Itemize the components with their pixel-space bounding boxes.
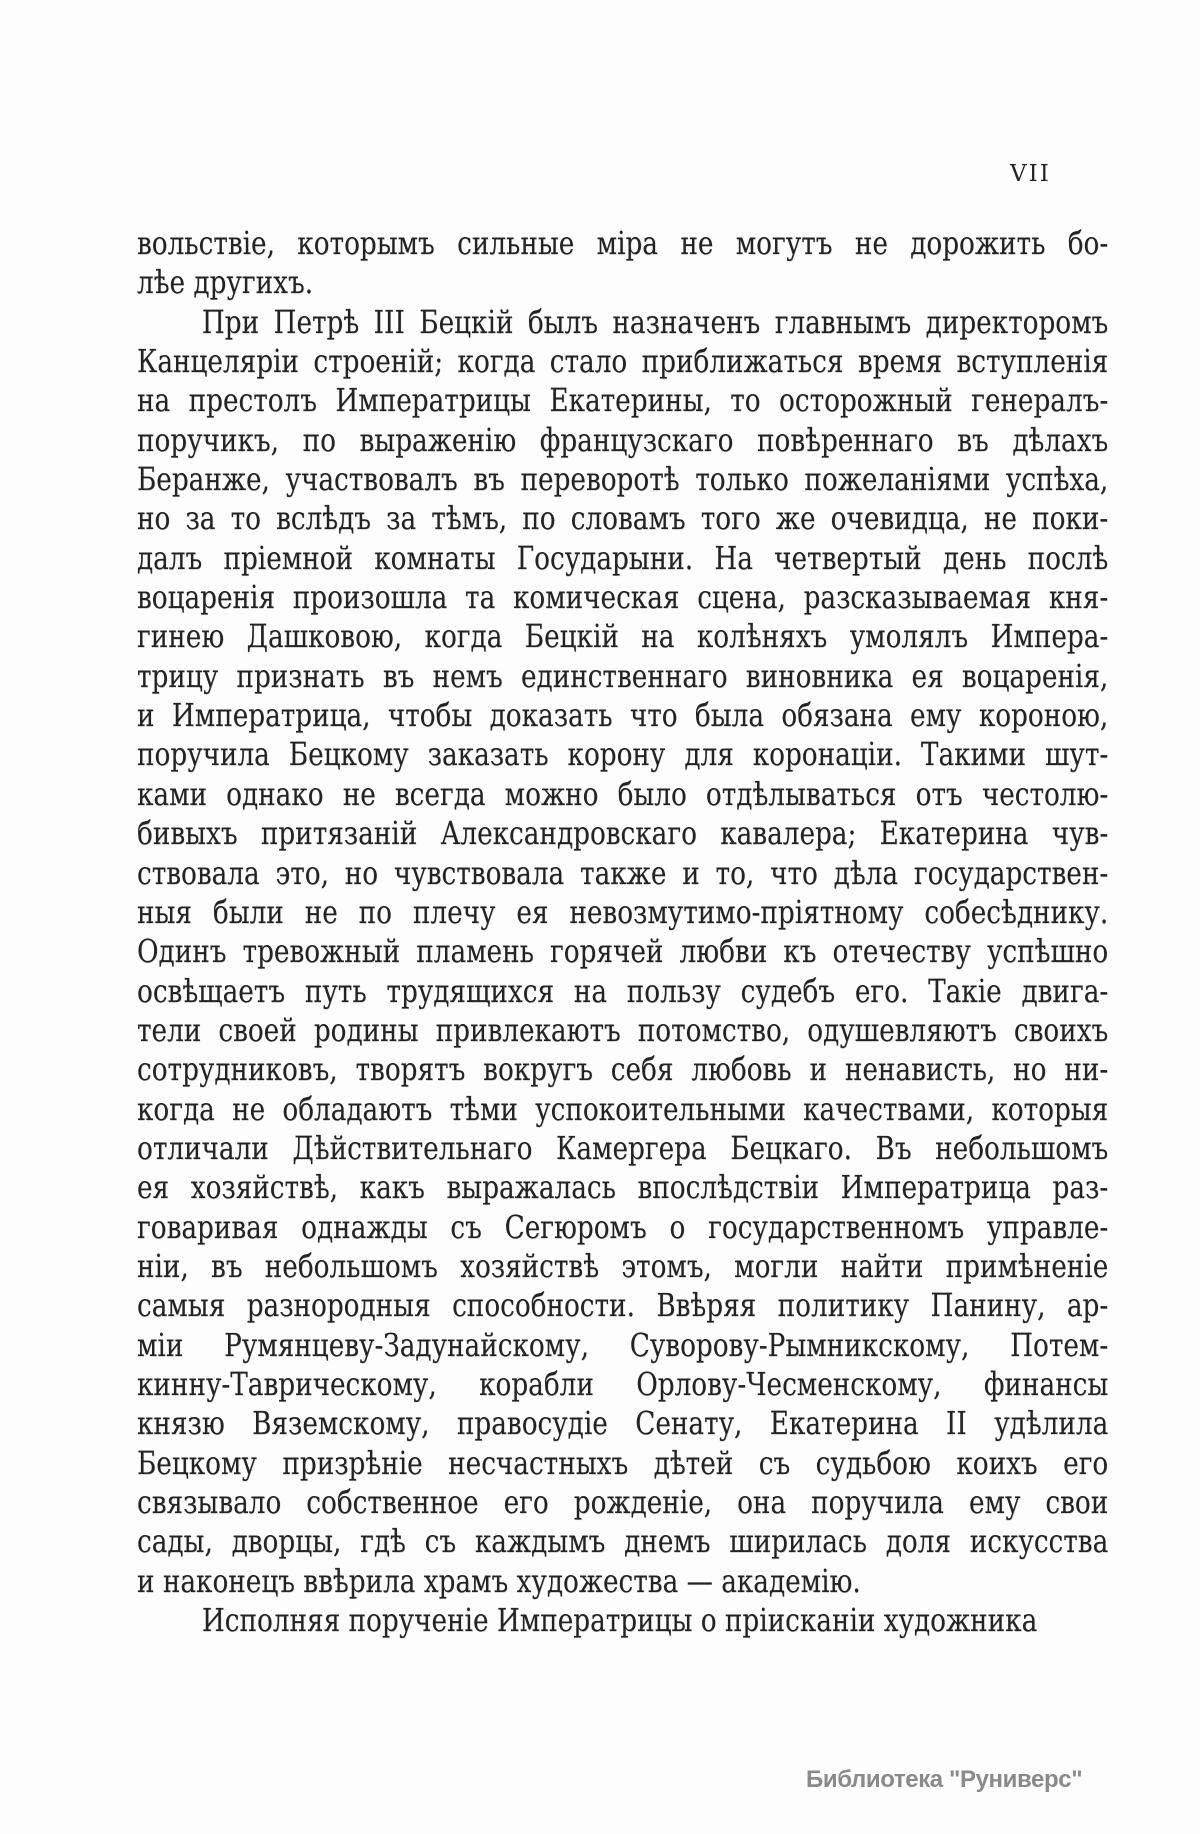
text-line: сады, дворцы, гдѣ съ каждымъ днемъ ширилась доля искусства (137, 1522, 1109, 1561)
text-block (137, 224, 1108, 1640)
text-line: Канцеляріи строеній; когда стало приближаться время вступленія (137, 342, 1109, 381)
text-line: Исполняя порученіе Императрицы о пріисканіи художника (201, 1601, 1038, 1640)
text-line: ками однако не всегда можно было отдѣлываться отъ честолю- (137, 774, 1109, 813)
page-number: VII (1010, 161, 1051, 187)
text-line: лѣе другихъ. (137, 263, 314, 302)
text-line: ныя были не по плечу ея невозмутимо-пріятному собесѣднику. (137, 892, 1109, 931)
text-line: на престолъ Императрицы Екатерины, то осторожный генералъ- (137, 381, 1109, 420)
text-line: ея хозяйствѣ, какъ выражалась впослѣдствіи Императрица раз- (137, 1168, 1109, 1207)
text-line: и Императрица, чтобы доказать что была обязана ему короною, (137, 696, 1109, 735)
text-line: связывало собственное его рожденіе, она поручила ему свои (137, 1483, 1109, 1521)
text-line: самыя разнородныя способности. Ввѣряя политику Панину, ар- (137, 1286, 1109, 1325)
text-line: тели своей родины привлекаютъ потомство, одушевляютъ своихъ (137, 1010, 1109, 1049)
text-line: бивыхъ притязаній Александровскаго кавалера; Екатерина чув- (137, 814, 1109, 853)
text-line: освѣщаетъ путь трудящихся на пользу судебъ его. Такіе двига- (137, 971, 1109, 1010)
text-line: Одинъ тревожный пламень горячей любви къ отечеству успѣшно (137, 932, 1109, 971)
text-line: трицу признать въ немъ единственнаго виновника ея воцаренія, (137, 656, 1109, 695)
text-line: поручикъ, по выраженію французскаго повѣреннаго въ дѣлахъ (137, 420, 1109, 459)
text-line: воцаренія произошла та комическая сцена, разсказываемая кня- (137, 578, 1109, 617)
library-watermark: Библиотека "Руниверс" (806, 1766, 1083, 1793)
text-line: и наконецъ ввѣрила храмъ художества — академію. (137, 1561, 861, 1600)
text-line: поручила Бецкому заказать корону для коронаціи. Такими шут- (137, 735, 1109, 774)
text-line: Бецкому призрѣніе несчастныхъ дѣтей съ судьбою коихъ его (137, 1443, 1109, 1482)
text-line: когда не обладаютъ тѣми успокоительными качествами, которыя (137, 1089, 1109, 1128)
text-line: вольствіе, которымъ сильные міра не могутъ не дорожить бо- (137, 224, 1109, 262)
text-line: говаривая однажды съ Сегюромъ о государственномъ управле- (137, 1207, 1109, 1246)
paragraph (137, 224, 1108, 303)
text-line: сотрудниковъ, творятъ вокругъ себя любовь и ненависть, но ни- (137, 1050, 1109, 1089)
text-line: міи Румянцеву-Задунайскому, Суворову-Рымникскому, Потем- (137, 1325, 1109, 1364)
text-line: При Петрѣ III Бецкій былъ назначенъ главнымъ директоромъ (201, 302, 1109, 341)
text-line: но за то вслѣдъ за тѣмъ, по словамъ того же очевидца, не поки- (137, 499, 1109, 538)
text-line: далъ пріемной комнаты Государыни. На четвертый день послѣ (137, 538, 1109, 577)
text-line: ніи, въ небольшомъ хозяйствѣ этомъ, могли найти примѣненіе (137, 1246, 1109, 1285)
text-line: гинею Дашковою, когда Бецкій на колѣняхъ умолялъ Импера- (137, 617, 1109, 656)
text-line: ствовала это, но чувствовала также и то, что дѣла государствен- (137, 853, 1109, 892)
text-line: князю Вяземскому, правосудіе Сенату, Екатерина II удѣлила (137, 1404, 1109, 1443)
text-line: Беранже, участвовалъ въ переворотѣ только пожеланіями успѣха, (137, 460, 1109, 499)
paragraph (137, 1601, 1108, 1640)
paragraph (137, 303, 1108, 1601)
text-line: кинну-Таврическому, корабли Орлову-Чесменскому, финансы (137, 1364, 1109, 1403)
text-line: отличали Дѣйствительнаго Камергера Бецкаго. Въ небольшомъ (137, 1128, 1109, 1167)
